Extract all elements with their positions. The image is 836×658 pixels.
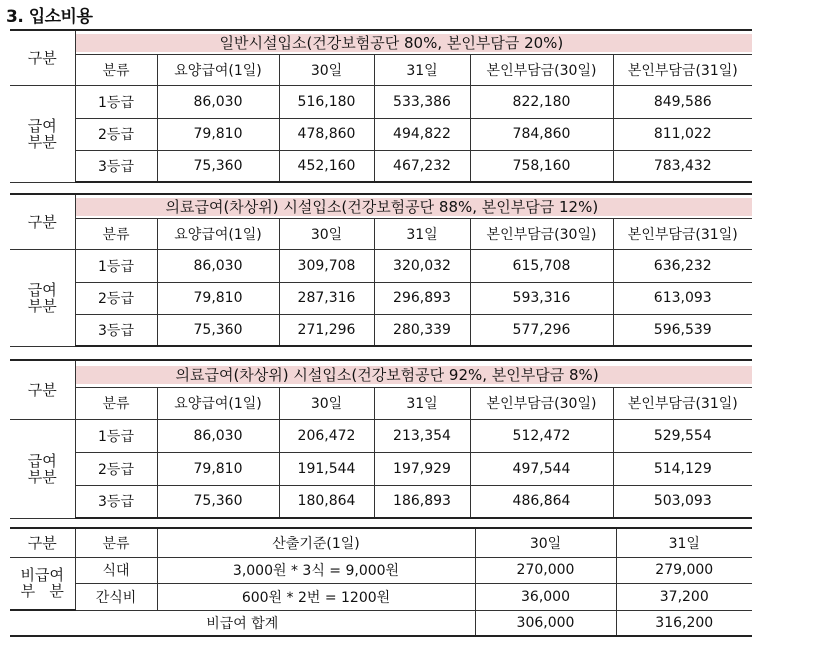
total-value: 316,200 bbox=[616, 610, 752, 636]
value-cell: 280,339 bbox=[374, 314, 470, 346]
col-header: 31일 bbox=[374, 387, 470, 419]
value-cell: 37,200 bbox=[616, 583, 752, 610]
value-cell: 811,022 bbox=[613, 118, 752, 150]
col-header: 30일 bbox=[475, 528, 616, 557]
value-cell: 271,296 bbox=[279, 314, 374, 346]
value-cell: 206,472 bbox=[279, 419, 374, 452]
value-cell: 197,929 bbox=[374, 452, 470, 485]
value-cell: 758,160 bbox=[470, 150, 613, 182]
value-cell: 783,432 bbox=[613, 150, 752, 182]
formula-cell: 3,000원 * 3식 = 9,000원 bbox=[157, 557, 475, 583]
col-header: 요양급여(1일) bbox=[157, 218, 279, 249]
grade-cell: 1등급 bbox=[75, 419, 157, 452]
value-cell: 36,000 bbox=[475, 583, 616, 610]
value-cell: 596,539 bbox=[613, 314, 752, 346]
value-cell: 497,544 bbox=[470, 452, 613, 485]
value-cell: 486,864 bbox=[470, 485, 613, 518]
value-cell: 593,316 bbox=[470, 282, 613, 314]
value-cell: 452,160 bbox=[279, 150, 374, 182]
col-header: 분류 bbox=[75, 528, 157, 557]
grade-cell: 1등급 bbox=[75, 249, 157, 282]
col-header: 본인부담금(30일) bbox=[470, 218, 613, 249]
value-cell: 784,860 bbox=[470, 118, 613, 150]
value-cell: 79,810 bbox=[157, 118, 279, 150]
nonbenefit-table bbox=[10, 527, 752, 637]
total-label: 비급여 합계 bbox=[10, 610, 475, 636]
col-header: 31일 bbox=[374, 218, 470, 249]
col-header: 분류 bbox=[75, 54, 157, 85]
formula-cell: 600원 * 2번 = 1200원 bbox=[157, 583, 475, 610]
gubun-label: 구분 bbox=[10, 30, 75, 85]
value-cell: 516,180 bbox=[279, 85, 374, 118]
grade-cell: 2등급 bbox=[75, 452, 157, 485]
grade-cell: 1등급 bbox=[75, 85, 157, 118]
value-cell: 577,296 bbox=[470, 314, 613, 346]
value-cell: 478,860 bbox=[279, 118, 374, 150]
section-header: 의료급여(차상위) 시설입소(건강보험공단 88%, 본인부담금 12%) bbox=[76, 198, 753, 216]
item-cell: 식대 bbox=[75, 557, 157, 583]
col-header: 31일 bbox=[374, 54, 470, 85]
value-cell: 180,864 bbox=[279, 485, 374, 518]
page-title: 3. 입소비용 bbox=[6, 7, 93, 27]
col-header: 본인부담금(30일) bbox=[470, 54, 613, 85]
grade-cell: 3등급 bbox=[75, 485, 157, 518]
value-cell: 75,360 bbox=[157, 150, 279, 182]
value-cell: 86,030 bbox=[157, 419, 279, 452]
gubun-label: 구분 bbox=[10, 528, 75, 557]
value-cell: 494,822 bbox=[374, 118, 470, 150]
value-cell: 270,000 bbox=[475, 557, 616, 583]
cost-table-general bbox=[10, 29, 752, 183]
category-label: 비급여 부 분 bbox=[10, 557, 75, 610]
gubun-label: 구분 bbox=[10, 194, 75, 249]
value-cell: 822,180 bbox=[470, 85, 613, 118]
value-cell: 287,316 bbox=[279, 282, 374, 314]
section-header: 일반시설입소(건강보험공단 80%, 본인부담금 20%) bbox=[76, 34, 753, 52]
value-cell: 503,093 bbox=[613, 485, 752, 518]
value-cell: 79,810 bbox=[157, 282, 279, 314]
value-cell: 467,232 bbox=[374, 150, 470, 182]
value-cell: 75,360 bbox=[157, 314, 279, 346]
col-header: 요양급여(1일) bbox=[157, 387, 279, 419]
col-header: 본인부담금(30일) bbox=[470, 387, 613, 419]
item-cell: 간식비 bbox=[75, 583, 157, 610]
value-cell: 86,030 bbox=[157, 85, 279, 118]
col-header: 본인부담금(31일) bbox=[613, 54, 752, 85]
value-cell: 186,893 bbox=[374, 485, 470, 518]
grade-cell: 2등급 bbox=[75, 282, 157, 314]
cost-table-medical-88 bbox=[10, 193, 752, 347]
category-label: 급여 부분 bbox=[10, 249, 75, 346]
value-cell: 75,360 bbox=[157, 485, 279, 518]
value-cell: 86,030 bbox=[157, 249, 279, 282]
category-label: 급여 부분 bbox=[10, 85, 75, 182]
value-cell: 279,000 bbox=[616, 557, 752, 583]
value-cell: 213,354 bbox=[374, 419, 470, 452]
value-cell: 296,893 bbox=[374, 282, 470, 314]
col-header: 분류 bbox=[75, 218, 157, 249]
col-header: 분류 bbox=[75, 387, 157, 419]
col-header: 산출기준(1일) bbox=[157, 528, 475, 557]
value-cell: 533,386 bbox=[374, 85, 470, 118]
category-label: 급여 부분 bbox=[10, 419, 75, 518]
col-header: 본인부담금(31일) bbox=[613, 218, 752, 249]
col-header: 본인부담금(31일) bbox=[613, 387, 752, 419]
total-value: 306,000 bbox=[475, 610, 616, 636]
value-cell: 615,708 bbox=[470, 249, 613, 282]
grade-cell: 3등급 bbox=[75, 150, 157, 182]
col-header: 31일 bbox=[616, 528, 752, 557]
cost-table-medical-92 bbox=[10, 359, 752, 519]
value-cell: 191,544 bbox=[279, 452, 374, 485]
gubun-label: 구분 bbox=[10, 360, 75, 419]
value-cell: 613,093 bbox=[613, 282, 752, 314]
value-cell: 79,810 bbox=[157, 452, 279, 485]
value-cell: 636,232 bbox=[613, 249, 752, 282]
grade-cell: 2등급 bbox=[75, 118, 157, 150]
col-header: 요양급여(1일) bbox=[157, 54, 279, 85]
grade-cell: 3등급 bbox=[75, 314, 157, 346]
section-header: 의료급여(차상위) 시설입소(건강보험공단 92%, 본인부담금 8%) bbox=[76, 366, 753, 384]
value-cell: 320,032 bbox=[374, 249, 470, 282]
col-header: 30일 bbox=[279, 218, 374, 249]
value-cell: 512,472 bbox=[470, 419, 613, 452]
col-header: 30일 bbox=[279, 54, 374, 85]
value-cell: 514,129 bbox=[613, 452, 752, 485]
value-cell: 309,708 bbox=[279, 249, 374, 282]
col-header: 30일 bbox=[279, 387, 374, 419]
value-cell: 849,586 bbox=[613, 85, 752, 118]
value-cell: 529,554 bbox=[613, 419, 752, 452]
